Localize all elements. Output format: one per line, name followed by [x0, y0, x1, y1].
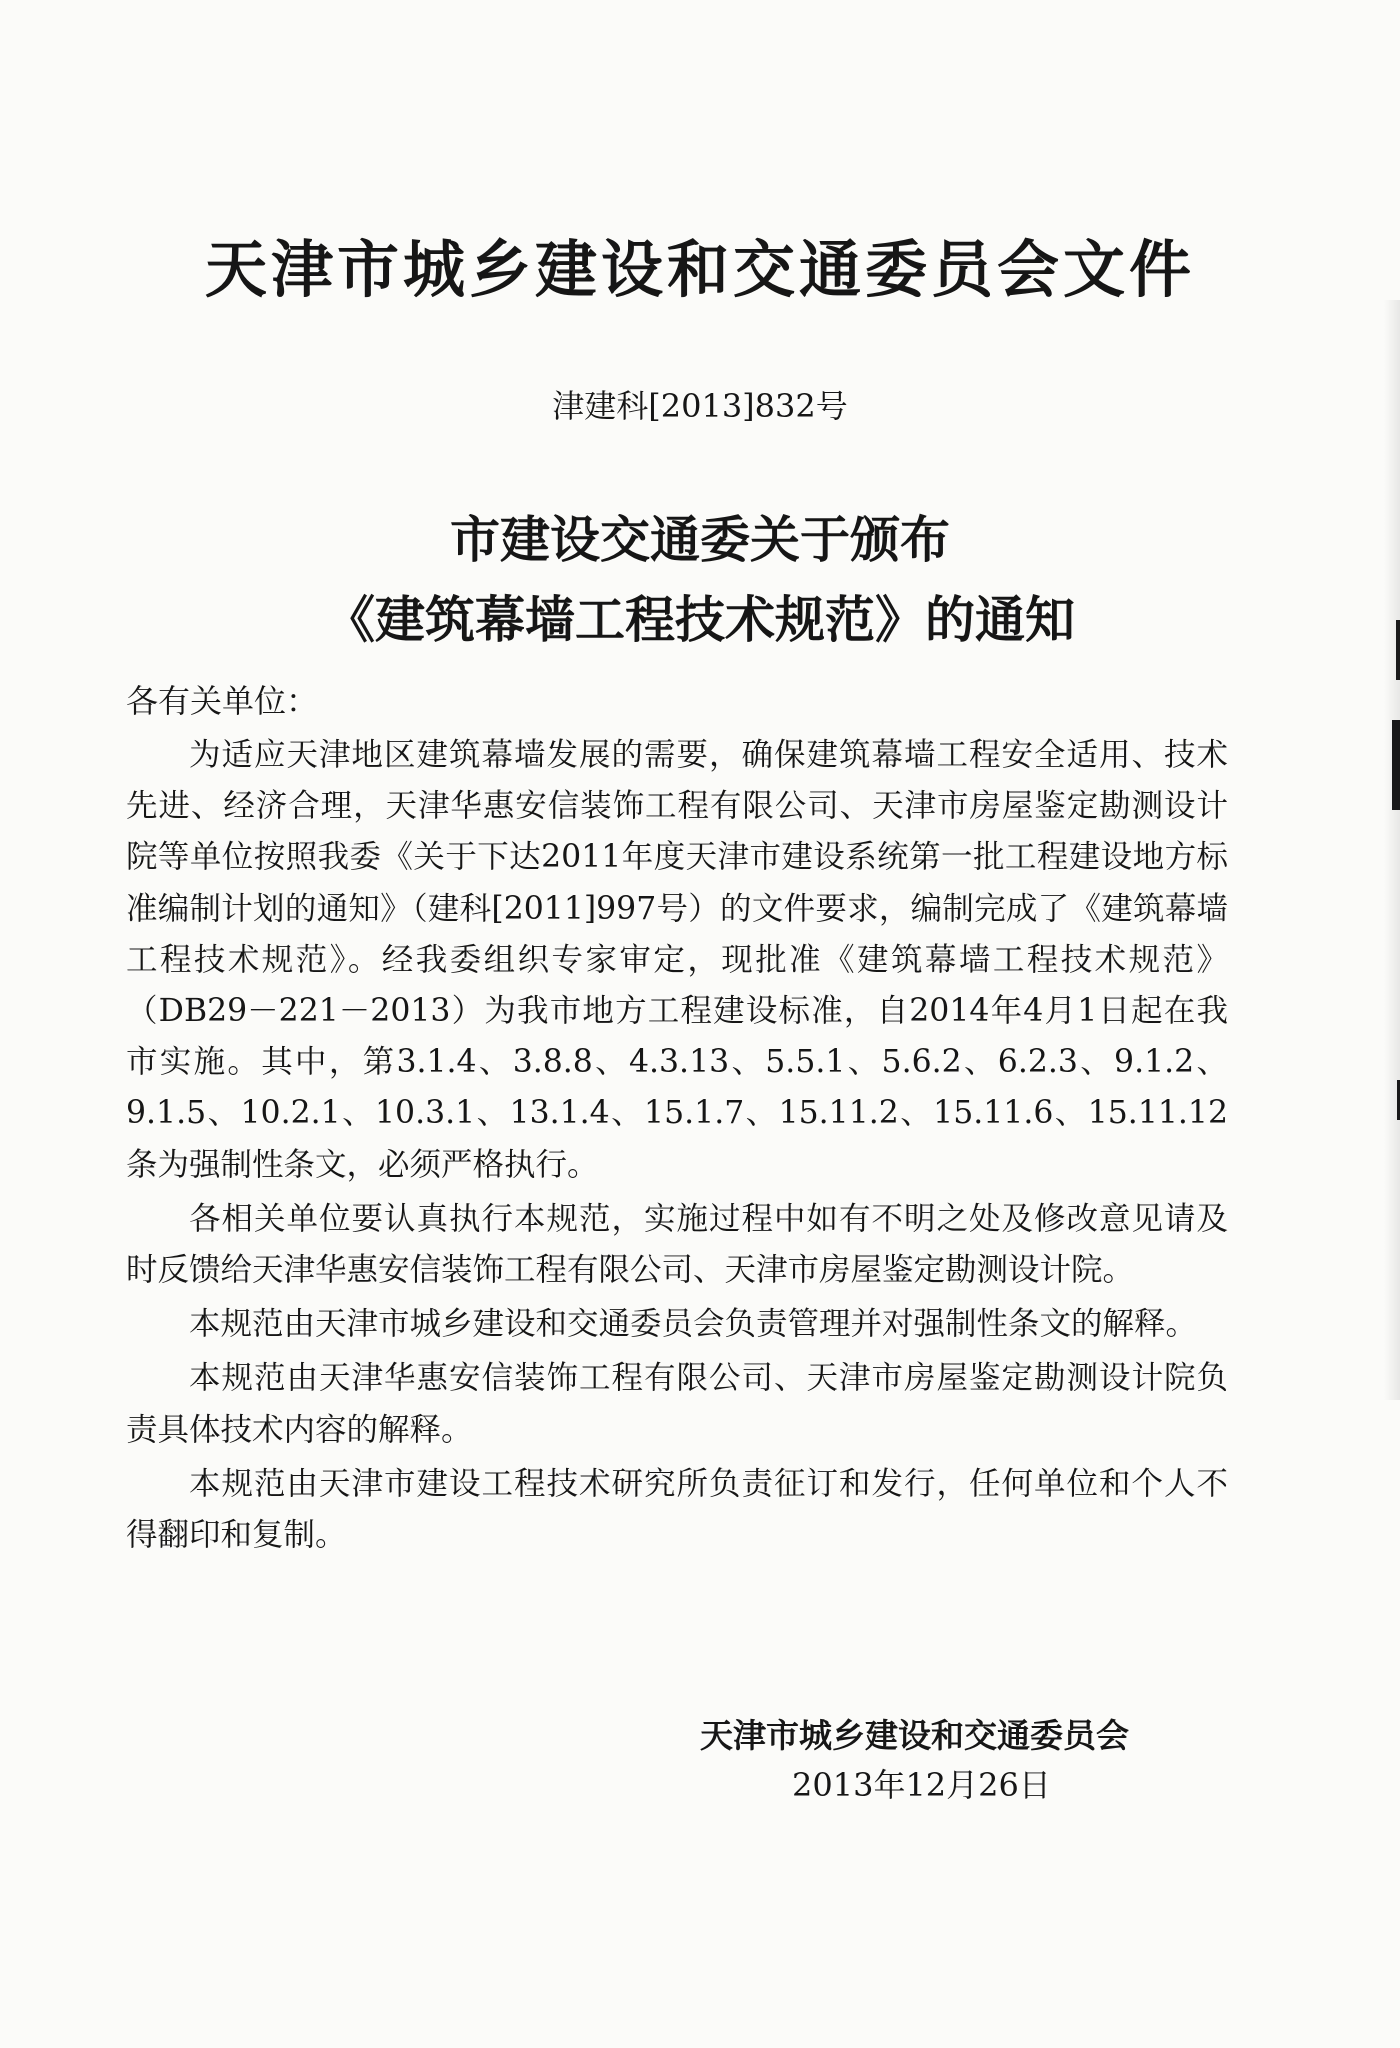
body-paragraph: 本规范由天津华惠安信装饰工程有限公司、天津市房屋鉴定勘测设计院负责具体技术内容的解释。: [126, 1360, 1228, 1448]
salutation: 各有关单位：: [126, 682, 319, 720]
document-number: 津建科[2013]832号: [552, 387, 848, 425]
issuer-signature: 天津市城乡建设和交通委员会: [700, 1716, 1129, 1755]
body-paragraph: 本规范由天津市建设工程技术研究所负责征订和发行，任何单位和个人不得翻印和复制。: [126, 1465, 1228, 1554]
body-paragraph: 本规范由天津市城乡建设和交通委员会负责管理并对强制性条文的解释。: [189, 1306, 1198, 1343]
notice-body: [126, 730, 1228, 1564]
body-paragraph: 为适应天津地区建筑幕墙发展的需要，确保建筑幕墙工程安全适用、技术先进、经济合理，天津华惠安信装饰工程有限公司、天津市房屋鉴定勘测设计院等单位按照我委《关于下达2011年度天津市建设系统第一批工程建设地方标准编制计划的通知》（建科[2011]997号）的文件要求，编制完成了《建筑幕墙工程技术规范》。经我委组织专家审定，现批准《建筑幕墙工程技术规范》（DB29－221－2013）为我市地方工程建设标准，自2014年4月1日起在我市实施。其中，第3.1.4、3.8.8、4.3.13、5.5.1、5.6.2、6.2.3、9.1.2、9.1.5、10.2.1、10.3.1、13.1.4、15.1.7、15.11.2、15.11.6、15.11.12条为强制性条文，必须严格执行。: [126, 737, 1228, 1183]
issue-date: 2013年12月26日: [792, 1766, 1051, 1804]
document-header-title: 天津市城乡建设和交通委员会文件: [204, 233, 1195, 306]
scan-edge-shadow: [1384, 300, 1400, 1400]
notice-title-line-1: 市建设交通委关于颁布: [450, 511, 950, 569]
notice-title: [100, 500, 1300, 660]
scan-edge-mark: [1392, 720, 1400, 810]
body-paragraph: 各相关单位要认真执行本规范，实施过程中如有不明之处及修改意见请及时反馈给天津华惠安信装饰工程有限公司、天津市房屋鉴定勘测设计院。: [126, 1200, 1228, 1289]
scan-edge-mark: [1396, 620, 1400, 680]
notice-title-line-2: 《建筑幕墙工程技术规范》的通知: [325, 591, 1075, 649]
